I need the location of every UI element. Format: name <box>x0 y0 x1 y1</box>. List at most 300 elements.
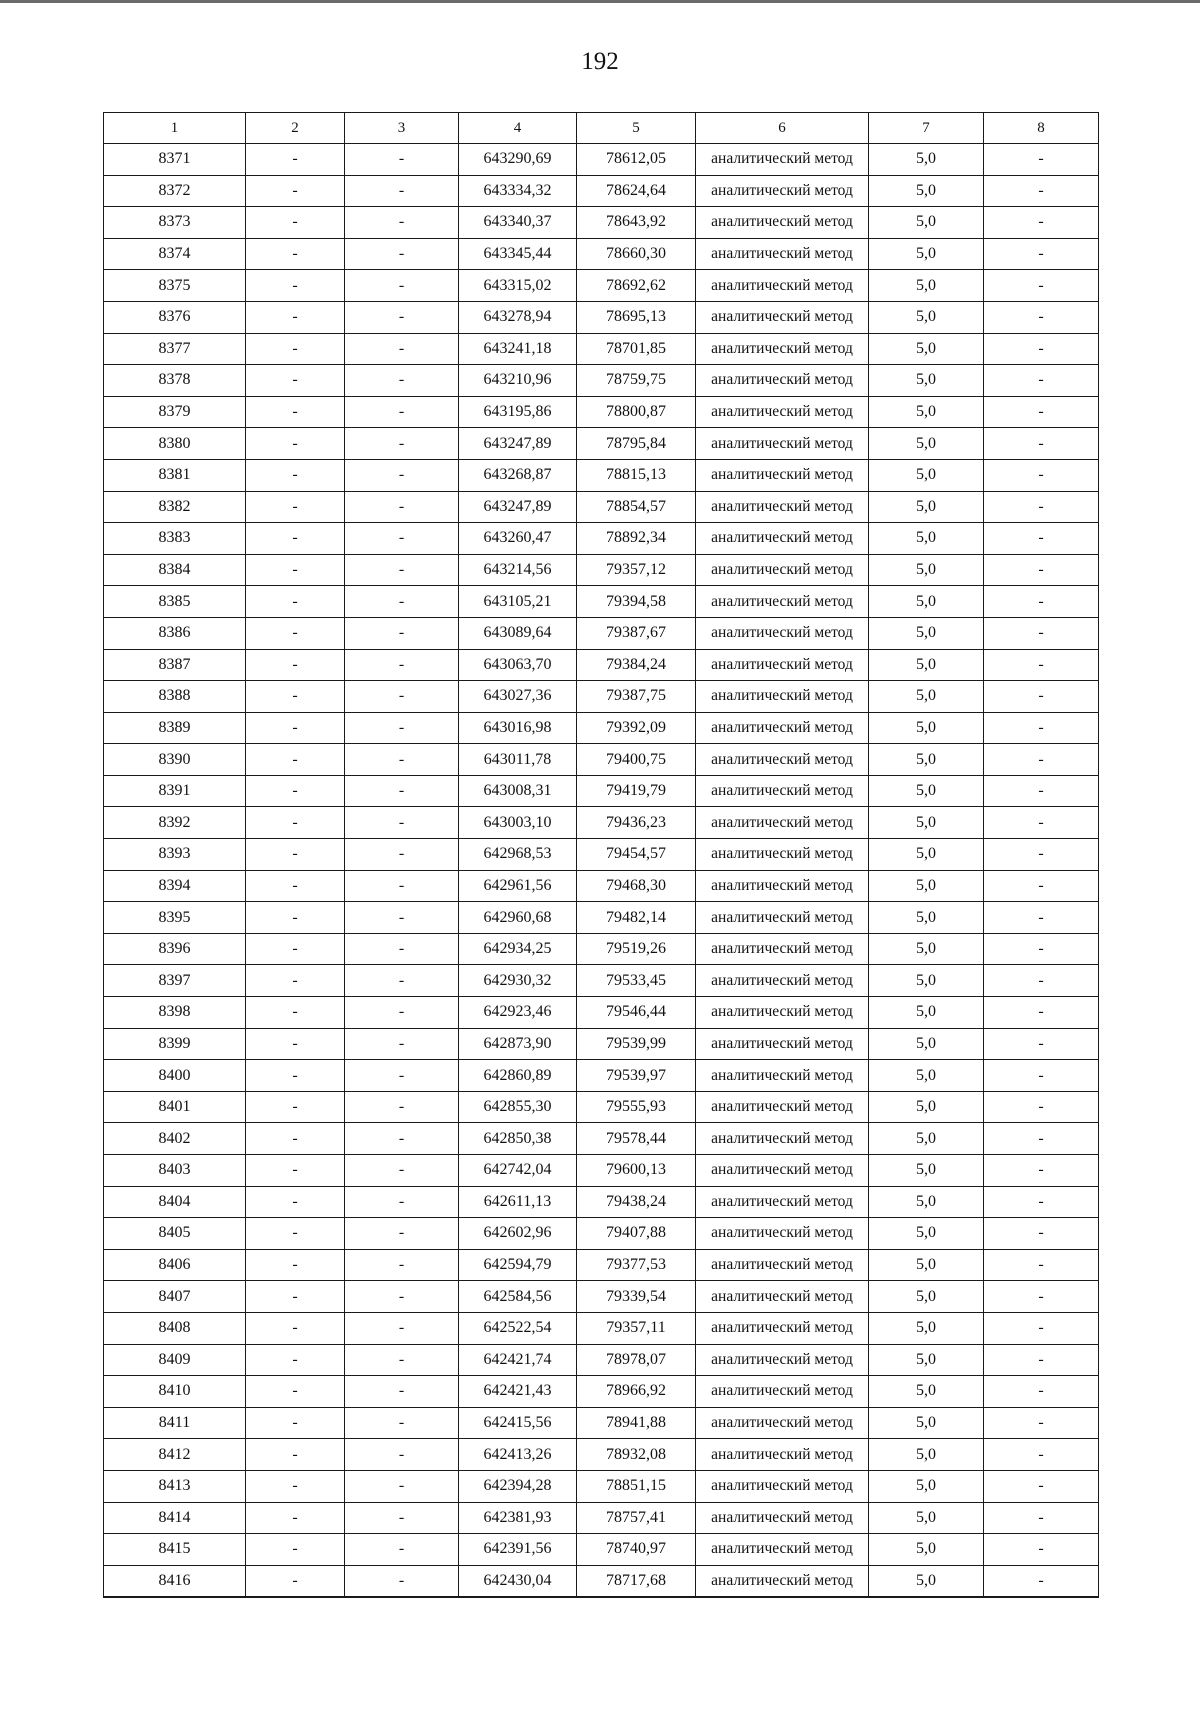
x-coordinate-cell: 642594,79 <box>459 1249 577 1281</box>
col2-cell: - <box>246 617 345 649</box>
col2-cell: - <box>246 144 345 176</box>
accuracy-cell: 5,0 <box>869 1502 984 1534</box>
accuracy-cell: 5,0 <box>869 586 984 618</box>
accuracy-cell: 5,0 <box>869 933 984 965</box>
accuracy-cell: 5,0 <box>869 365 984 397</box>
col2-cell: - <box>246 1091 345 1123</box>
col2-cell: - <box>246 1312 345 1344</box>
y-coordinate-cell: 79533,45 <box>577 965 696 997</box>
col3-cell: - <box>345 1312 459 1344</box>
col2-cell: - <box>246 649 345 681</box>
y-coordinate-cell: 79400,75 <box>577 744 696 776</box>
point-number-cell: 8398 <box>104 997 246 1029</box>
accuracy-cell: 5,0 <box>869 1218 984 1250</box>
col2-cell: - <box>246 1186 345 1218</box>
column-header: 8 <box>984 113 1099 144</box>
accuracy-cell: 5,0 <box>869 175 984 207</box>
col8-cell: - <box>984 1344 1099 1376</box>
col8-cell: - <box>984 933 1099 965</box>
x-coordinate-cell: 642930,32 <box>459 965 577 997</box>
y-coordinate-cell: 78851,15 <box>577 1470 696 1502</box>
x-coordinate-cell: 643247,89 <box>459 491 577 523</box>
y-coordinate-cell: 78978,07 <box>577 1344 696 1376</box>
accuracy-cell: 5,0 <box>869 428 984 460</box>
accuracy-cell: 5,0 <box>869 1091 984 1123</box>
method-cell: аналитический метод <box>696 270 869 302</box>
col8-cell: - <box>984 1281 1099 1313</box>
column-header: 2 <box>246 113 345 144</box>
y-coordinate-cell: 79468,30 <box>577 870 696 902</box>
method-cell: аналитический метод <box>696 1502 869 1534</box>
method-cell: аналитический метод <box>696 1376 869 1408</box>
col8-cell: - <box>984 333 1099 365</box>
method-cell: аналитический метод <box>696 1028 869 1060</box>
x-coordinate-cell: 642602,96 <box>459 1218 577 1250</box>
point-number-cell: 8374 <box>104 238 246 270</box>
col3-cell: - <box>345 965 459 997</box>
col8-cell: - <box>984 586 1099 618</box>
table-row <box>104 1312 1099 1344</box>
x-coordinate-cell: 643011,78 <box>459 744 577 776</box>
method-cell: аналитический метод <box>696 365 869 397</box>
x-coordinate-cell: 642855,30 <box>459 1091 577 1123</box>
accuracy-cell: 5,0 <box>869 775 984 807</box>
col8-cell: - <box>984 491 1099 523</box>
column-header: 7 <box>869 113 984 144</box>
col3-cell: - <box>345 1439 459 1471</box>
col2-cell: - <box>246 238 345 270</box>
point-number-cell: 8412 <box>104 1439 246 1471</box>
accuracy-cell: 5,0 <box>869 270 984 302</box>
point-number-cell: 8375 <box>104 270 246 302</box>
method-cell: аналитический метод <box>696 333 869 365</box>
table-row <box>104 649 1099 681</box>
x-coordinate-cell: 642968,53 <box>459 839 577 871</box>
table-row <box>104 1218 1099 1250</box>
y-coordinate-cell: 78740,97 <box>577 1534 696 1566</box>
accuracy-cell: 5,0 <box>869 396 984 428</box>
method-cell: аналитический метод <box>696 870 869 902</box>
x-coordinate-cell: 643334,32 <box>459 175 577 207</box>
col3-cell: - <box>345 365 459 397</box>
col2-cell: - <box>246 207 345 239</box>
col3-cell: - <box>345 586 459 618</box>
table-row <box>104 1091 1099 1123</box>
col3-cell: - <box>345 523 459 555</box>
col2-cell: - <box>246 1249 345 1281</box>
y-coordinate-cell: 78692,62 <box>577 270 696 302</box>
x-coordinate-cell: 643016,98 <box>459 712 577 744</box>
x-coordinate-cell: 642742,04 <box>459 1155 577 1187</box>
col8-cell: - <box>984 1123 1099 1155</box>
col3-cell: - <box>345 870 459 902</box>
col8-cell: - <box>984 1155 1099 1187</box>
table-row <box>104 1470 1099 1502</box>
col3-cell: - <box>345 902 459 934</box>
table-row <box>104 1534 1099 1566</box>
y-coordinate-cell: 79387,75 <box>577 681 696 713</box>
table-row <box>104 617 1099 649</box>
x-coordinate-cell: 643003,10 <box>459 807 577 839</box>
col3-cell: - <box>345 839 459 871</box>
method-cell: аналитический метод <box>696 1060 869 1092</box>
point-number-cell: 8391 <box>104 775 246 807</box>
accuracy-cell: 5,0 <box>869 1470 984 1502</box>
method-cell: аналитический метод <box>696 965 869 997</box>
method-cell: аналитический метод <box>696 617 869 649</box>
col2-cell: - <box>246 396 345 428</box>
accuracy-cell: 5,0 <box>869 1186 984 1218</box>
col3-cell: - <box>345 1565 459 1597</box>
y-coordinate-cell: 78854,57 <box>577 491 696 523</box>
col2-cell: - <box>246 1060 345 1092</box>
x-coordinate-cell: 642391,56 <box>459 1534 577 1566</box>
x-coordinate-cell: 643247,89 <box>459 428 577 460</box>
method-cell: аналитический метод <box>696 175 869 207</box>
col2-cell: - <box>246 1470 345 1502</box>
x-coordinate-cell: 642421,43 <box>459 1376 577 1408</box>
x-coordinate-cell: 642860,89 <box>459 1060 577 1092</box>
table-row <box>104 1502 1099 1534</box>
accuracy-cell: 5,0 <box>869 1028 984 1060</box>
point-number-cell: 8386 <box>104 617 246 649</box>
column-header: 1 <box>104 113 246 144</box>
col2-cell: - <box>246 1344 345 1376</box>
accuracy-cell: 5,0 <box>869 807 984 839</box>
col2-cell: - <box>246 428 345 460</box>
accuracy-cell: 5,0 <box>869 1155 984 1187</box>
accuracy-cell: 5,0 <box>869 1534 984 1566</box>
point-number-cell: 8380 <box>104 428 246 460</box>
y-coordinate-cell: 79578,44 <box>577 1123 696 1155</box>
table-row <box>104 1407 1099 1439</box>
col8-cell: - <box>984 807 1099 839</box>
table-row <box>104 238 1099 270</box>
col3-cell: - <box>345 144 459 176</box>
point-number-cell: 8392 <box>104 807 246 839</box>
x-coordinate-cell: 643089,64 <box>459 617 577 649</box>
point-number-cell: 8393 <box>104 839 246 871</box>
col2-cell: - <box>246 586 345 618</box>
accuracy-cell: 5,0 <box>869 1312 984 1344</box>
col8-cell: - <box>984 997 1099 1029</box>
col3-cell: - <box>345 1186 459 1218</box>
method-cell: аналитический метод <box>696 839 869 871</box>
col2-cell: - <box>246 1155 345 1187</box>
table-row <box>104 1565 1099 1597</box>
col3-cell: - <box>345 428 459 460</box>
col8-cell: - <box>984 144 1099 176</box>
col3-cell: - <box>345 270 459 302</box>
col8-cell: - <box>984 554 1099 586</box>
point-number-cell: 8400 <box>104 1060 246 1092</box>
point-number-cell: 8402 <box>104 1123 246 1155</box>
col2-cell: - <box>246 1502 345 1534</box>
col2-cell: - <box>246 775 345 807</box>
col8-cell: - <box>984 301 1099 333</box>
point-number-cell: 8405 <box>104 1218 246 1250</box>
point-number-cell: 8396 <box>104 933 246 965</box>
method-cell: аналитический метод <box>696 649 869 681</box>
col8-cell: - <box>984 1312 1099 1344</box>
table-row <box>104 870 1099 902</box>
y-coordinate-cell: 78643,92 <box>577 207 696 239</box>
table-row <box>104 586 1099 618</box>
y-coordinate-cell: 78800,87 <box>577 396 696 428</box>
table-row <box>104 997 1099 1029</box>
method-cell: аналитический метод <box>696 396 869 428</box>
table-row <box>104 1155 1099 1187</box>
x-coordinate-cell: 643340,37 <box>459 207 577 239</box>
point-number-cell: 8413 <box>104 1470 246 1502</box>
col3-cell: - <box>345 554 459 586</box>
accuracy-cell: 5,0 <box>869 238 984 270</box>
col2-cell: - <box>246 523 345 555</box>
table-row <box>104 491 1099 523</box>
method-cell: аналитический метод <box>696 1249 869 1281</box>
x-coordinate-cell: 642934,25 <box>459 933 577 965</box>
point-number-cell: 8406 <box>104 1249 246 1281</box>
point-number-cell: 8383 <box>104 523 246 555</box>
point-number-cell: 8399 <box>104 1028 246 1060</box>
col2-cell: - <box>246 1218 345 1250</box>
accuracy-cell: 5,0 <box>869 1344 984 1376</box>
x-coordinate-cell: 643268,87 <box>459 459 577 491</box>
point-number-cell: 8403 <box>104 1155 246 1187</box>
table-body <box>104 144 1099 1598</box>
point-number-cell: 8408 <box>104 1312 246 1344</box>
col2-cell: - <box>246 902 345 934</box>
point-number-cell: 8382 <box>104 491 246 523</box>
accuracy-cell: 5,0 <box>869 1060 984 1092</box>
col3-cell: - <box>345 238 459 270</box>
accuracy-cell: 5,0 <box>869 1249 984 1281</box>
point-number-cell: 8394 <box>104 870 246 902</box>
x-coordinate-cell: 643260,47 <box>459 523 577 555</box>
col2-cell: - <box>246 459 345 491</box>
table-row <box>104 1123 1099 1155</box>
table-row <box>104 207 1099 239</box>
y-coordinate-cell: 79377,53 <box>577 1249 696 1281</box>
col3-cell: - <box>345 333 459 365</box>
method-cell: аналитический метод <box>696 1344 869 1376</box>
y-coordinate-cell: 79392,09 <box>577 712 696 744</box>
col8-cell: - <box>984 902 1099 934</box>
point-number-cell: 8407 <box>104 1281 246 1313</box>
x-coordinate-cell: 642584,56 <box>459 1281 577 1313</box>
accuracy-cell: 5,0 <box>869 965 984 997</box>
col8-cell: - <box>984 1249 1099 1281</box>
col3-cell: - <box>345 1249 459 1281</box>
col8-cell: - <box>984 523 1099 555</box>
x-coordinate-cell: 643214,56 <box>459 554 577 586</box>
point-number-cell: 8387 <box>104 649 246 681</box>
method-cell: аналитический метод <box>696 301 869 333</box>
col3-cell: - <box>345 396 459 428</box>
y-coordinate-cell: 79436,23 <box>577 807 696 839</box>
top-rule <box>0 0 1200 3</box>
x-coordinate-cell: 643278,94 <box>459 301 577 333</box>
col3-cell: - <box>345 1060 459 1092</box>
col8-cell: - <box>984 839 1099 871</box>
col8-cell: - <box>984 1091 1099 1123</box>
x-coordinate-cell: 642381,93 <box>459 1502 577 1534</box>
y-coordinate-cell: 78795,84 <box>577 428 696 460</box>
y-coordinate-cell: 79387,67 <box>577 617 696 649</box>
table-row <box>104 175 1099 207</box>
method-cell: аналитический метод <box>696 523 869 555</box>
method-cell: аналитический метод <box>696 1155 869 1187</box>
col2-cell: - <box>246 965 345 997</box>
y-coordinate-cell: 79357,11 <box>577 1312 696 1344</box>
col3-cell: - <box>345 1091 459 1123</box>
point-number-cell: 8373 <box>104 207 246 239</box>
accuracy-cell: 5,0 <box>869 617 984 649</box>
method-cell: аналитический метод <box>696 1281 869 1313</box>
x-coordinate-cell: 643195,86 <box>459 396 577 428</box>
x-coordinate-cell: 642415,56 <box>459 1407 577 1439</box>
y-coordinate-cell: 78757,41 <box>577 1502 696 1534</box>
col3-cell: - <box>345 1407 459 1439</box>
table-row <box>104 1439 1099 1471</box>
x-coordinate-cell: 642611,13 <box>459 1186 577 1218</box>
table-row <box>104 301 1099 333</box>
table-row <box>104 333 1099 365</box>
table-row <box>104 396 1099 428</box>
col3-cell: - <box>345 744 459 776</box>
col2-cell: - <box>246 712 345 744</box>
accuracy-cell: 5,0 <box>869 1439 984 1471</box>
col2-cell: - <box>246 933 345 965</box>
y-coordinate-cell: 78612,05 <box>577 144 696 176</box>
x-coordinate-cell: 642430,04 <box>459 1565 577 1597</box>
method-cell: аналитический метод <box>696 997 869 1029</box>
method-cell: аналитический метод <box>696 1534 869 1566</box>
method-cell: аналитический метод <box>696 1091 869 1123</box>
y-coordinate-cell: 79384,24 <box>577 649 696 681</box>
col2-cell: - <box>246 1028 345 1060</box>
col8-cell: - <box>984 870 1099 902</box>
x-coordinate-cell: 642421,74 <box>459 1344 577 1376</box>
method-cell: аналитический метод <box>696 1312 869 1344</box>
col8-cell: - <box>984 1218 1099 1250</box>
x-coordinate-cell: 643008,31 <box>459 775 577 807</box>
table-row <box>104 1028 1099 1060</box>
x-coordinate-cell: 642850,38 <box>459 1123 577 1155</box>
col3-cell: - <box>345 301 459 333</box>
col3-cell: - <box>345 1470 459 1502</box>
method-cell: аналитический метод <box>696 459 869 491</box>
table-row <box>104 1281 1099 1313</box>
x-coordinate-cell: 642413,26 <box>459 1439 577 1471</box>
col2-cell: - <box>246 270 345 302</box>
accuracy-cell: 5,0 <box>869 554 984 586</box>
y-coordinate-cell: 79357,12 <box>577 554 696 586</box>
method-cell: аналитический метод <box>696 491 869 523</box>
method-cell: аналитический метод <box>696 902 869 934</box>
col2-cell: - <box>246 491 345 523</box>
table-row <box>104 1249 1099 1281</box>
col8-cell: - <box>984 1470 1099 1502</box>
table-row <box>104 965 1099 997</box>
y-coordinate-cell: 79546,44 <box>577 997 696 1029</box>
method-cell: аналитический метод <box>696 681 869 713</box>
table-row <box>104 1376 1099 1408</box>
table-row <box>104 933 1099 965</box>
col3-cell: - <box>345 175 459 207</box>
coordinates-table <box>103 112 1099 1598</box>
table-row <box>104 459 1099 491</box>
accuracy-cell: 5,0 <box>869 1565 984 1597</box>
col8-cell: - <box>984 1060 1099 1092</box>
point-number-cell: 8381 <box>104 459 246 491</box>
col2-cell: - <box>246 365 345 397</box>
accuracy-cell: 5,0 <box>869 207 984 239</box>
point-number-cell: 8377 <box>104 333 246 365</box>
accuracy-cell: 5,0 <box>869 902 984 934</box>
table-row <box>104 681 1099 713</box>
y-coordinate-cell: 79600,13 <box>577 1155 696 1187</box>
accuracy-cell: 5,0 <box>869 1376 984 1408</box>
column-header: 4 <box>459 113 577 144</box>
col3-cell: - <box>345 1534 459 1566</box>
table-row <box>104 1344 1099 1376</box>
method-cell: аналитический метод <box>696 1439 869 1471</box>
col8-cell: - <box>984 1439 1099 1471</box>
x-coordinate-cell: 643290,69 <box>459 144 577 176</box>
y-coordinate-cell: 79419,79 <box>577 775 696 807</box>
col8-cell: - <box>984 1502 1099 1534</box>
col3-cell: - <box>345 933 459 965</box>
method-cell: аналитический метод <box>696 933 869 965</box>
col8-cell: - <box>984 712 1099 744</box>
y-coordinate-cell: 79482,14 <box>577 902 696 934</box>
col8-cell: - <box>984 270 1099 302</box>
point-number-cell: 8371 <box>104 144 246 176</box>
point-number-cell: 8376 <box>104 301 246 333</box>
method-cell: аналитический метод <box>696 1407 869 1439</box>
col3-cell: - <box>345 807 459 839</box>
col8-cell: - <box>984 365 1099 397</box>
col8-cell: - <box>984 459 1099 491</box>
col2-cell: - <box>246 1376 345 1408</box>
col3-cell: - <box>345 1028 459 1060</box>
col8-cell: - <box>984 744 1099 776</box>
table-row <box>104 807 1099 839</box>
accuracy-cell: 5,0 <box>869 870 984 902</box>
col2-cell: - <box>246 554 345 586</box>
col2-cell: - <box>246 1565 345 1597</box>
x-coordinate-cell: 643241,18 <box>459 333 577 365</box>
col3-cell: - <box>345 207 459 239</box>
col8-cell: - <box>984 1534 1099 1566</box>
col8-cell: - <box>984 1376 1099 1408</box>
method-cell: аналитический метод <box>696 1470 869 1502</box>
col3-cell: - <box>345 1123 459 1155</box>
col8-cell: - <box>984 1028 1099 1060</box>
col3-cell: - <box>345 1281 459 1313</box>
column-header: 5 <box>577 113 696 144</box>
y-coordinate-cell: 78701,85 <box>577 333 696 365</box>
table-header-row <box>104 113 1099 144</box>
x-coordinate-cell: 643063,70 <box>459 649 577 681</box>
method-cell: аналитический метод <box>696 428 869 460</box>
y-coordinate-cell: 79454,57 <box>577 839 696 871</box>
table-row <box>104 428 1099 460</box>
table-row <box>104 1060 1099 1092</box>
col8-cell: - <box>984 775 1099 807</box>
col3-cell: - <box>345 1344 459 1376</box>
